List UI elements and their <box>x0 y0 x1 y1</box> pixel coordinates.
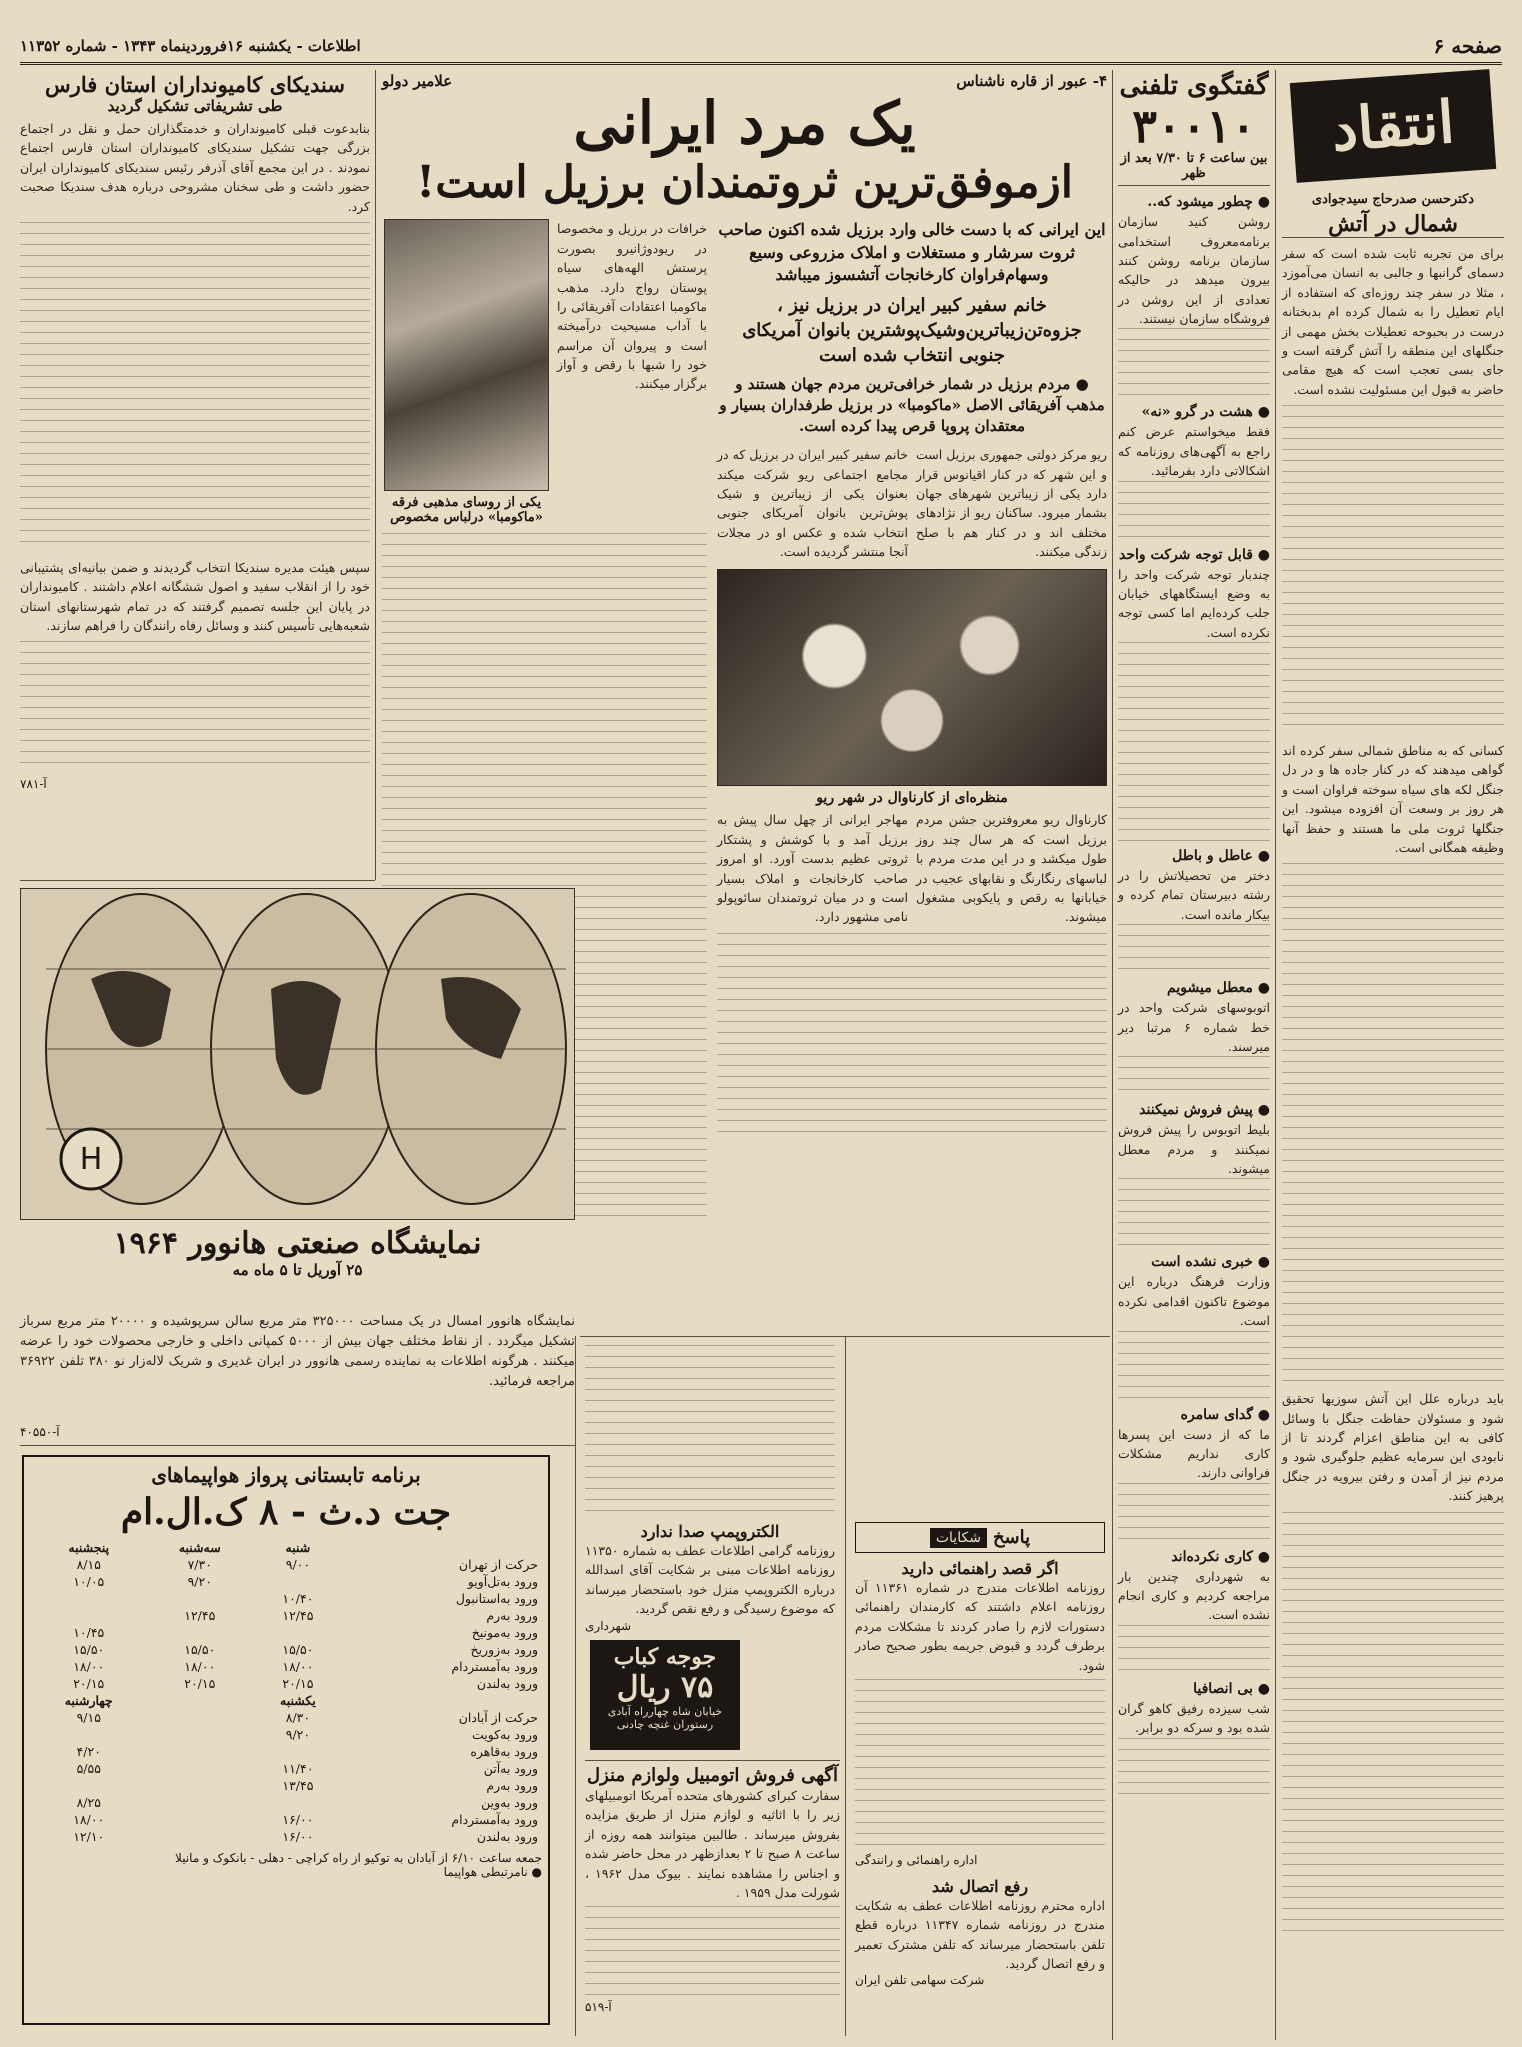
table-row: ورود به‌رم ۱۳/۴۵ <box>282 1778 538 1793</box>
disconnect-body: اداره محترم روزنامه اطلاعات عطف به شکایت مندرج در روزنامه شماره ۱۱۳۴۷ درباره قطع تلفن باستحضار میرساند که تلفن مشترک تعمیر و رفع اتصال گردید. <box>855 1897 1105 1971</box>
flight-schedule-ad <box>22 1455 550 2025</box>
col-head: پنجشنبه <box>68 1540 110 1555</box>
table-row: ورود به‌لندن ۲۰/۱۵ ۲۰/۱۵ ۲۰/۱۵ <box>73 1676 538 1691</box>
item-text: روشن کنید سازمان برنامه‌معروف استخدامی سازمان برنامه روشن کنند بیرون میدهد در حالیکه تعدادی از این روشن در فروشگاه سازمان نیستند. <box>1118 214 1270 327</box>
electropump-notice <box>585 1522 835 1633</box>
svg-text:H: H <box>79 1142 103 1177</box>
phone-item <box>1118 1254 1270 1400</box>
ad-title: نمایشگاه صنعتی هانوور ۱۹۶۴ <box>113 1226 482 1261</box>
phone-number: ۳۰۰۱۰ <box>1132 98 1256 153</box>
phone-item <box>1118 1407 1270 1543</box>
table-row: ورود به‌قاهره ۴/۲۰ <box>76 1744 538 1759</box>
page-header <box>20 30 1502 65</box>
item-head: ● پیش فروش نمیکنند <box>1139 1102 1270 1119</box>
ad-dates: ۲۵ آوریل تا ۵ ماه مه <box>232 1261 363 1279</box>
issue-line: اطلاعات - یکشنبه ۱۶فروردینماه ۱۳۴۳ - شماره ۱۱۳۵۲ <box>20 37 361 55</box>
table-row: حرکت از آبادان ۸/۳۰ ۹/۱۵ <box>76 1710 538 1725</box>
critique-column <box>1282 72 1504 2032</box>
column-rule <box>1275 70 1276 2040</box>
ad-body: نمایشگاه هانوور امسال در یک مساحت ۳۲۵۰۰۰ متر مربع سالن سرپوشیده و ۲۰۰۰۰ متر مربع سرباز تشکیل میگردد . از نقاط مختلف جهان بیش از ۵۰۰۰ کمپانی داخلی و خارجی محصولات خود را عرضه میکنند . هرگونه اطلاعات به نماینده رسمی هانوور در ایران غدیری و شریک لاله‌زار نو ۳۸۰ تلفن ۳۶۹۲۲ مراجعه فرمائید. <box>20 1314 576 1390</box>
item-head: ● خبری نشده است <box>1151 1254 1270 1271</box>
airline-name: جت د.ث - ۸ ک.ال.ام <box>120 1491 452 1533</box>
ad-body: سفارت کبرای کشورهای متحده آمریکا اتومبیلهای زیر را با اثاثیه و لوازم منزل از طریق مزایده بفروش میرساند . طالبین میتوانند همه روزه از ساعت ۸ صبح تا ۲ بعدازظهر در محل حاضر شده و اجناس را مشاهده نمایند . بیوک مدل ۱۹۶۲ ، شورلت مدل ۱۹۵۹ . <box>585 1788 840 1900</box>
critique-logo: انتقاد <box>1290 69 1496 183</box>
photo-caption: یکی از روسای مذهبی فرقه «ماکومبا» درلباس مخصوص <box>390 495 543 526</box>
guidance-title: اگر قصد راهنمائی دارید <box>901 1559 1059 1578</box>
ad-title: جوجه کباب <box>613 1644 717 1670</box>
text-block <box>855 1679 1105 1849</box>
item-text: به شهرداری چندین بار مراجعه کردیم و کاری انجام نشده است. <box>1118 1568 1270 1623</box>
disconnect-sign: شرکت سهامی تلفن ایران <box>855 1973 985 1988</box>
item-text: چندبار توجه شرکت واحد را به وضع ایستگاههای خیابان جلب کرده‌ایم اما کسی توجه نکرده است. <box>1118 566 1270 640</box>
article-body: کسانی که به مناطق شمالی سفر کرده اند گواهی میدهند که در کنار جاده ها و در دل جنگل لکه های سیاه سوخته فراوان است و هر روز بر وسعت آن افزوده میشود. این جنگلها ثروت ملی ما هستند و حفظ آنها وظیفه همگانی است. <box>1282 743 1504 855</box>
ad-code: آ-۵۱۹ <box>585 2000 612 2015</box>
text-block <box>20 222 370 552</box>
schedule-table <box>30 1539 542 1845</box>
feature-subtitle: ازموفق‌ترین ثروتمندان برزیل است! <box>415 156 1074 208</box>
column-rule <box>575 1336 576 2036</box>
answer-sublabel: شکایات <box>930 1528 987 1548</box>
guidance-sign: اداره راهنمائی و رانندگی <box>855 1852 978 1867</box>
article-code: آ-۷۸۱ <box>20 777 47 792</box>
text-block <box>1282 863 1504 1383</box>
ad-line: خیابان شاه چهارراه آبادی <box>607 1705 723 1718</box>
ad-line: رستوران غنچه چادنی <box>616 1718 714 1731</box>
article-body: بنابدعوت قبلی کامیونداران و خدمتگذاران حمل و نقل در اجتماع بزرگی جهت تشکیل سندیکای کامیونداران استان فارس اجتماع نمودند . در این مجمع آقای آذرفر رئیس سندیکای کامیونداران ایران حضور داشت و طی سخنان مشروحی درباره هدف سندیکا صحبت کرد. <box>20 121 370 214</box>
item-head: ● قابل توجه شرکت واحد <box>1119 546 1270 563</box>
item-head: ● عاطل و باطل <box>1172 848 1270 865</box>
feature-body: کارناوال ریو معروفترین جشن مردم برزیل است که هر سال چند روز طول میکشد و در این مدت مردم با لباسهای رنگارنگ و نقابهای عجیب در خیابانها به رقص و پایکوبی مشغول میشوند. <box>916 812 1107 925</box>
carnival-photo <box>717 569 1107 786</box>
auto-sale-ad <box>585 1760 840 2014</box>
item-text: بلیط اتوبوس را پیش فروش نمیکنند و مردم معطل میشوند. <box>1118 1122 1270 1177</box>
complaint-answer-box <box>855 1522 1105 1987</box>
photo-caption: منظره‌ای از کارناوال در شهر ریو <box>816 790 1008 807</box>
item-text: شب سیزده رفیق کاهو گران شده بود و سرکه دو برابر. <box>1118 1700 1270 1736</box>
item-text: وزارت فرهنگ درباره این موضوع تاکنون اقدامی نکرده است. <box>1118 1274 1270 1329</box>
feature-body: مهاجر ایرانی از چهل سال پیش به برزیل آمد و با کوشش و پشتکار ثروتی عظیم بدست آورد. او امروز صاحب کارخانجات و املاک بسیار است و در میان ثروتمندان سائوپولو نامی مشهور دارد. <box>717 812 908 925</box>
guidance-body: روزنامه اطلاعات مندرج در شماره ۱۱۳۶۱ آن روزنامه اعلام داشتند که کارمندان راهنمائی دستورات لازم را صادر کردند تا مشکلات مردم برطرف گردد و قبوض جریمه بطور صحیح صادر شود. <box>855 1580 1105 1673</box>
phone-item <box>1118 1102 1270 1248</box>
item-head: ● گدای سامره <box>1180 1406 1270 1423</box>
feature-lead: این ایرانی که با دست خالی وارد برزیل شده اکنون صاحب ثروت سرشار و مستغلات و املاک مزروعی وسیع وسهام‌فراوان کارخانجات آتشسوز میباشد <box>718 220 1106 285</box>
ad-title: آگهی فروش اتومبیل ولوازم منزل <box>585 1760 840 1786</box>
feature-title: یک مرد ایرانی <box>573 89 916 157</box>
schedule-footer: جمعه ساعت ۶/۱۰ از آبادان به توکیو از راه کراچی - دهلی - بانکوک و مانیلا <box>175 1851 542 1865</box>
feature-body: خانم سفیر کبیر ایران در برزیل که در مجامع اجتماعی ریو شرکت میکند بعنوان یکی از زیباترین و شیک پوش‌ترین بانوان آمریکای جنوبی انتخاب شده و عکس او در مجلات آنجا منتشر گردیده است. <box>717 447 908 560</box>
table-row: ورود به‌وین ۸/۲۵ <box>76 1795 538 1810</box>
item-text: دختر من تحصیلاتش را در رشته دبیرستان تمام کرده و بیکار مانده است. <box>1118 868 1270 922</box>
notice-sign: شهرداری <box>585 1618 632 1633</box>
col-head: شنبه <box>285 1540 311 1555</box>
col-head: یکشنبه <box>280 1693 316 1708</box>
world-map-graphic <box>20 888 575 1220</box>
phone-item <box>1118 1549 1270 1675</box>
page-label: صفحه ۶ <box>1433 34 1502 58</box>
phone-item <box>1118 848 1270 974</box>
phone-item <box>1118 547 1270 843</box>
middle-text <box>585 1345 835 1515</box>
phone-title: گفتگوی تلفنی <box>1119 71 1269 101</box>
kebab-ad <box>590 1640 740 1750</box>
table-row: ورود به‌تل‌آویو ۹/۲۰ ۱۰/۰۵ <box>73 1574 538 1589</box>
phone-item <box>1118 404 1270 540</box>
phone-hours: بین ساعت ۶ تا ۷/۳۰ بعد از ظهر <box>1118 151 1270 186</box>
article-title: سندیکای کامیونداران استان فارس <box>45 72 345 97</box>
item-head: ● بی انصافیا <box>1193 1680 1270 1697</box>
text-block <box>585 1906 840 1996</box>
item-text: ما که از دست این پسرها کاری نداریم مشکلات فراوانی دارند. <box>1118 1426 1270 1481</box>
section-rule <box>20 1445 575 1446</box>
table-row: ورود به‌استانبول ۱۰/۴۰ <box>282 1591 538 1606</box>
phone-column <box>1118 72 1270 2032</box>
item-text: اتوبوسهای شرکت واحد در خط شماره ۶ مرتبا دیر میرسند. <box>1118 1000 1270 1054</box>
feature-deck: ● مردم برزیل در شمار خرافی‌ترین مردم جهان هستند و مذهب آفریقائی الاصل «ماکومبا» در برزیل طرفداران بسیار و معتقدان پروپا قرص پیدا کرده است. <box>719 375 1105 436</box>
text-block <box>717 933 1107 1133</box>
item-head: ● معطل میشویم <box>1167 980 1270 997</box>
author: دکترحسن صدرحاج سیدجوادی <box>1311 192 1475 207</box>
table-row: ورود به‌رم ۱۲/۴۵ ۱۲/۴۵ <box>184 1608 538 1623</box>
lead-block <box>717 219 1107 1223</box>
table-row: حرکت از تهران ۹/۰۰ ۷/۳۰ ۸/۱۵ <box>76 1557 538 1572</box>
section-rule <box>20 880 375 881</box>
col-head: چهارشنبه <box>64 1693 113 1708</box>
schedule-footer: ● نامرتبطی هواپیما <box>443 1865 542 1879</box>
table-row: ورود به‌زوریخ ۱۵/۵۰ ۱۵/۵۰ ۱۵/۵۰ <box>73 1642 538 1657</box>
feature-body: خرافات در برزیل و مخصوصا در ریودوژانیرو بصورت پرستش الهه‌های سیاه پوستان رواج دارد. مذهب ماکومبا اعتقادات آفریقائی را با آداب مسیحیت درآمیخته است و پیروان آن مراسم خود را شبها با رقص و آواز برگزار میکنند. <box>557 221 707 392</box>
article-body: سپس هیئت مدیره سندیکا انتخاب گردیدند و ضمن بیانیه‌ای پشتیبانی خود را از انقلاب سفید و اصول ششگانه اعلام داشتند . کامیونداران در پایان این جلسه تصمیم گرفتند که در تمام شهرستانهای استان شعبه‌هایی تأسیس کنند و وسائل رفاه رانندگان را فراهم سازند. <box>20 559 370 633</box>
phone-item <box>1118 980 1270 1096</box>
column-rule <box>1112 70 1113 2040</box>
phone-item <box>1118 194 1270 398</box>
table-row: ورود به‌مونیخ ۱۰/۴۵ <box>73 1625 538 1640</box>
macumba-photo <box>384 219 549 491</box>
table-row: ورود به‌آتن ۱۱/۴۰ ۵/۵۵ <box>76 1761 538 1776</box>
feature-deck: خانم سفیر کبیر ایران در برزیل نیز ، جزوه‌تن‌زیباترین‌وشیک‌پوشترین بانوان آمریکای جنوبی انتخاب شده است <box>742 294 1082 367</box>
table-row: ورود به‌لندن ۱۶/۰۰ ۱۲/۱۰ <box>73 1829 538 1844</box>
feature-body: ریو مرکز دولتی جمهوری برزیل است و این شهر که در کنار اقیانوس قرار دارد یکی از زیباترین شهرهای جهان بشمار میرود. ساکنان ریو از نژادهای مختلف اند و در کنار هم با صلح زندگی میکنند. <box>916 447 1107 560</box>
hanover-fair-ad <box>20 888 575 1308</box>
truck-union-article <box>20 72 370 872</box>
notice-title: الکتروپمپ صدا ندارد <box>640 1522 780 1541</box>
text-block <box>1282 1512 1504 1932</box>
item-text: فقط میخواستم عرض کنم راجع به آگهی‌های روزنامه که اشکالاتی دارد بفرمائید. <box>1118 424 1270 479</box>
item-head: ● کاری نکرده‌اند <box>1171 1548 1270 1565</box>
table-row: ورود به‌آمستردام ۱۸/۰۰ ۱۸/۰۰ ۱۸/۰۰ <box>73 1659 538 1674</box>
item-head: ● هشت در گرو «نه» <box>1141 404 1270 421</box>
answer-label: پاسخ <box>992 1527 1031 1548</box>
disconnect-title: رفع اتصال شد <box>931 1876 1029 1896</box>
article-title: شمال در آتش <box>1282 211 1504 238</box>
notice-body: روزنامه گرامی اطلاعات عطف به شماره ۱۱۳۵۰ روزنامه اطلاعات مبنی بر شکایت آقای اسدالله درباره الکتروپمپ منزل خود باستحضار میرساند که موضوع رسیدگی و رفع نقص گردید. <box>585 1543 835 1617</box>
schedule-title: برنامه تابستانی پرواز هواپیماهای <box>151 1463 421 1487</box>
text-block <box>585 1345 835 1515</box>
ad-price: ۷۵ ریال <box>616 1670 714 1705</box>
article-body: برای من تجربه ثابت شده است که سفر دسمای گرانبها و جالبی به انسان می‌آموزد ، مثلا در سفر چند روزه‌ای که استفاده از ایام تعطیل را به شمال کرده ام بدبختانه درست در بحبوحه تعطیلات بخش مهمی از جنگلهای این منطقه را آتش گرفته است و جای بسی تعجب است که هیچ مقامی حاضر به قبول این مسئولیت نشده است. <box>1282 246 1504 397</box>
table-row: ورود به‌کویت ۹/۲۰ <box>285 1727 538 1742</box>
col-head: سه‌شنبه <box>178 1540 221 1555</box>
article-subtitle: طی تشریفاتی تشکیل گردید <box>107 97 283 115</box>
phone-item <box>1118 1681 1270 1798</box>
ad-code: آ-۴۰۵۵۰ <box>20 1425 60 1439</box>
text-block <box>1282 405 1504 735</box>
text-block <box>20 641 370 771</box>
column-rule <box>845 1336 846 2036</box>
item-head: ● چطور میشود که.. <box>1147 194 1270 211</box>
feature-byline: علامیر دولو <box>382 72 453 90</box>
article-body: باید درباره علل این آتش سوزیها تحقیق شود و مسئولان حفاظت جنگل با وسائل کافی به این مناطق اعزام گردند تا از نابودی این سرمایه عظیم جلوگیری شود و مردم نیز از آمدن و رفتن بیرویه در جنگل پرهیز کنند. <box>1282 1391 1504 1504</box>
column-rule <box>375 70 376 880</box>
table-row: ورود به‌آمستردام ۱۶/۰۰ ۱۸/۰۰ <box>73 1812 538 1827</box>
feature-kicker: ۴- عبور از قاره ناشناس <box>956 72 1107 90</box>
